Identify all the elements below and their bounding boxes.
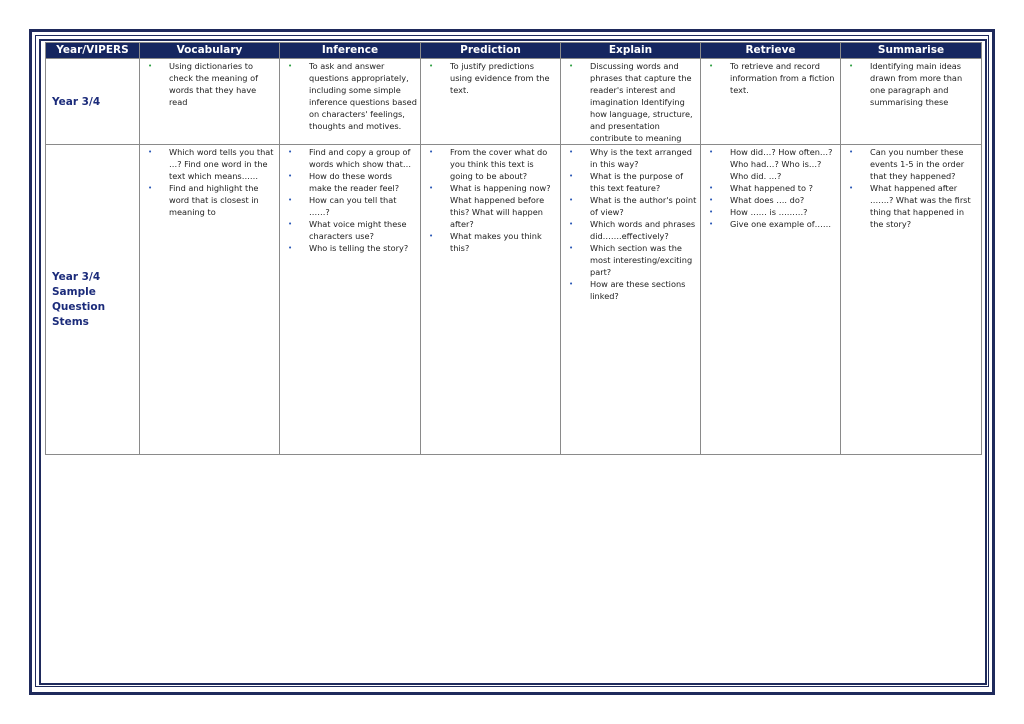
list-item: • How did…? How often…? Who had…? Who is…? Who did. …? bbox=[730, 146, 837, 182]
row-label-question-stems: Year 3/4 Sample Question Stems bbox=[46, 145, 140, 455]
list-item: • What is the author's point of view? bbox=[590, 194, 697, 218]
list-item: • Why is the text arranged in this way? bbox=[590, 146, 697, 170]
list-item: • How are these sections linked? bbox=[590, 278, 697, 302]
list-item: • Find and highlight the word that is closest in meaning to bbox=[169, 182, 276, 218]
list-item: • Which words and phrases did…….effectively? bbox=[590, 218, 697, 242]
list-item: • Find and copy a group of words which show that… bbox=[309, 146, 417, 170]
list-item: • What is happening now? What happened before this? What will happen after? bbox=[450, 182, 557, 230]
cell-inference-objective bbox=[280, 59, 421, 145]
list-item: • What voice might these characters use? bbox=[309, 218, 417, 242]
list-item: • What does …. do? bbox=[730, 194, 837, 206]
cell-retrieve-objective bbox=[701, 59, 841, 145]
header-retrieve: Retrieve bbox=[701, 43, 841, 59]
cell-summarise-stems bbox=[841, 145, 982, 455]
cell-prediction-objective bbox=[421, 59, 561, 145]
header-row bbox=[46, 43, 982, 59]
cell-vocabulary-objective bbox=[140, 59, 280, 145]
cell-explain-stems bbox=[561, 145, 701, 455]
list-item: • To retrieve and record information from a fiction text. bbox=[730, 60, 837, 96]
list-item: • Which word tells you that …? Find one word in the text which means…… bbox=[169, 146, 276, 182]
list-item: • Give one example of…… bbox=[730, 218, 837, 230]
list-item: • What happened to ? bbox=[730, 182, 837, 194]
list-item: • Using dictionaries to check the meaning of words that they have read bbox=[169, 60, 276, 108]
header-year-vipers: Year/VIPERS bbox=[46, 43, 140, 59]
row-label-year-3-4: Year 3/4 bbox=[46, 59, 140, 145]
header-prediction: Prediction bbox=[421, 43, 561, 59]
list-item: • What happened after …….? What was the first thing that happened in the story? bbox=[870, 182, 978, 230]
list-item: • To ask and answer questions appropriately, including some simple inference questions based on characters' feelings, thoughts and motives. bbox=[309, 60, 417, 132]
list-item: • Can you number these events 1-5 in the order that they happened? bbox=[870, 146, 978, 182]
cell-prediction-stems bbox=[421, 145, 561, 455]
cell-summarise-objective bbox=[841, 59, 982, 145]
cell-vocabulary-stems bbox=[140, 145, 280, 455]
list-item: • From the cover what do you think this text is going to be about? bbox=[450, 146, 557, 182]
header-explain: Explain bbox=[561, 43, 701, 59]
list-item: • Discussing words and phrases that capture the reader's interest and imagination Identifying how language, structure, and presentation contribute to meaning bbox=[590, 60, 697, 144]
list-item: • What makes you think this? bbox=[450, 230, 557, 254]
list-item: • How do these words make the reader feel? bbox=[309, 170, 417, 194]
list-item: • What is the purpose of this text feature? bbox=[590, 170, 697, 194]
list-item: • How …… is ………? bbox=[730, 206, 837, 218]
cell-inference-stems bbox=[280, 145, 421, 455]
list-item: • To justify predictions using evidence from the text. bbox=[450, 60, 557, 96]
header-summarise: Summarise bbox=[841, 43, 982, 59]
list-item: • How can you tell that ……? bbox=[309, 194, 417, 218]
header-inference: Inference bbox=[280, 43, 421, 59]
vipers-table bbox=[45, 42, 982, 455]
list-item: • Who is telling the story? bbox=[309, 242, 417, 254]
list-item: • Identifying main ideas drawn from more than one paragraph and summarising these bbox=[870, 60, 978, 108]
table-row bbox=[46, 145, 982, 455]
table-row bbox=[46, 59, 982, 145]
header-vocabulary: Vocabulary bbox=[140, 43, 280, 59]
cell-explain-objective bbox=[561, 59, 701, 145]
list-item: • Which section was the most interesting/exciting part? bbox=[590, 242, 697, 278]
cell-retrieve-stems bbox=[701, 145, 841, 455]
